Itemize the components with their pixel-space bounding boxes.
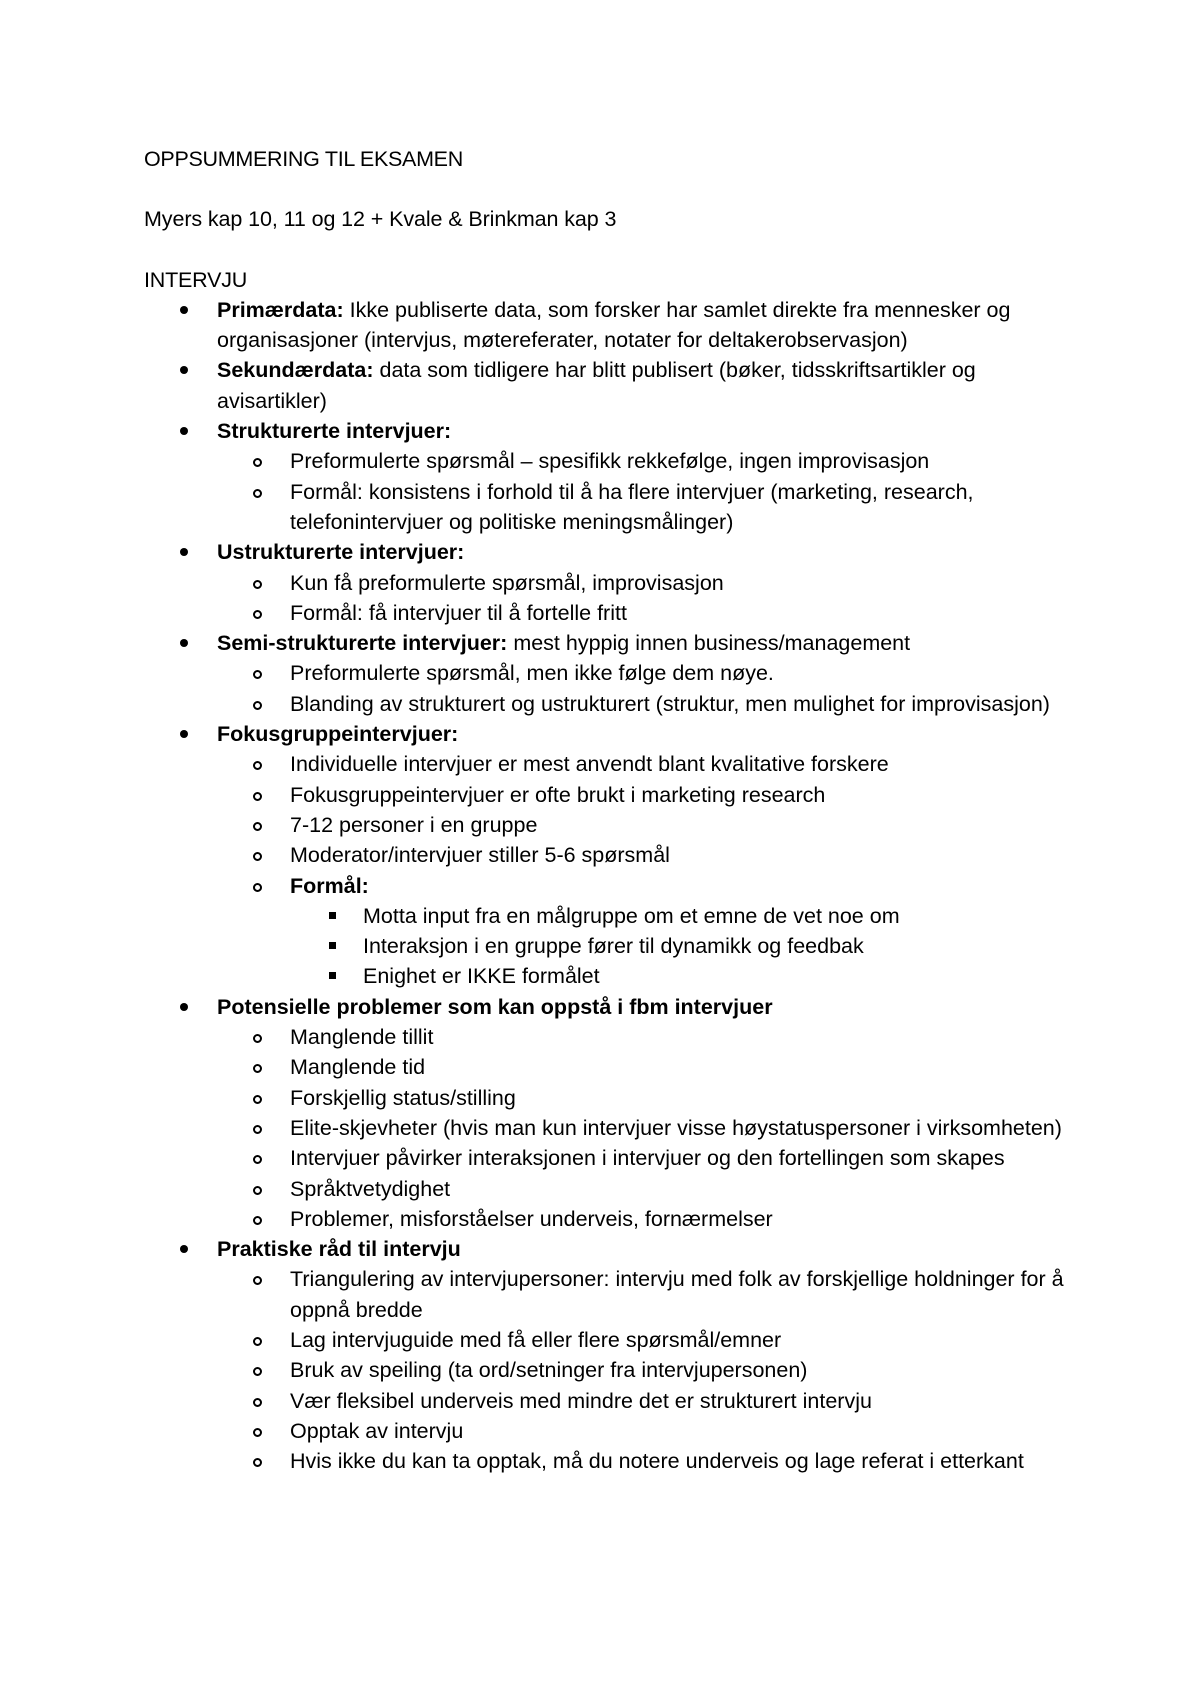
list-item-problemer [144,992,1064,1234]
list-item-ustrukturerte [144,537,1064,628]
document-title: OPPSUMMERING TIL EKSAMEN [144,147,463,171]
sub-item: Elite-skjevheter (hvis man kun intervjuer visse høystatuspersoner i virksomheten) [217,1113,1064,1143]
sub-list [217,749,1064,991]
sub-item: Blanding av strukturert og ustrukturert (struktur, men mulighet for improvisasjon) [217,689,1064,719]
sub-item: Lag intervjuguide med få eller flere spørsmål/emner [217,1325,1064,1355]
item-term: Sekundærdata: [217,358,374,383]
sub-item: Bruk av speiling (ta ord/setninger fra intervjupersonen) [217,1355,1064,1385]
item-term: Praktiske råd til intervju [217,1237,461,1262]
sub-item: Formål: konsistens i forhold til å ha flere intervjuer (marketing, research, telefonintervjuer og politiske meningsmålinger) [217,477,1064,538]
item-term: Primærdata: [217,297,344,322]
item-term: Ustrukturerte intervjuer: [217,540,465,565]
item-term: Semi-strukturerte intervjuer: [217,631,508,656]
sub-item: Fokusgruppeintervjuer er ofte brukt i marketing research [217,780,1064,810]
item-term: Strukturerte intervjuer: [217,419,452,444]
sub-item: Triangulering av intervjupersoner: intervju med folk av forskjellige holdninger for å oppnå bredde [217,1264,1064,1325]
purpose-label: Formål: [290,873,369,898]
sub-item: Hvis ikke du kan ta opptak, må du notere underveis og lage referat i etterkant [217,1446,1064,1476]
sub-item: Forskjellig status/stilling [217,1083,1064,1113]
sub-item: Moderator/intervjuer stiller 5-6 spørsmål [217,840,1064,870]
list-item-praktiske-rad [144,1234,1064,1476]
item-text: Ikke publiserte data, som forsker har samlet direkte fra mennesker og organisasjoner (intervjus, møtereferater, notater for deltakerobservasjon) [217,297,1011,353]
item-term: Potensielle problemer som kan oppstå i fbm intervjuer [217,994,773,1019]
sub-list [217,568,1064,629]
sub-item: 7-12 personer i en gruppe [217,810,1064,840]
list-item-fokusgruppe [144,719,1064,992]
sub-item: Formål: få intervjuer til å fortelle fritt [217,598,1064,628]
sub-sub-item: Motta input fra en målgruppe om et emne de vet noe om [290,901,1064,931]
sub-item-purpose [217,871,1064,992]
sub-item: Preformulerte spørsmål – spesifikk rekkefølge, ingen improvisasjon [217,446,1064,476]
sub-sub-item: Enighet er IKKE formålet [290,961,1064,991]
sub-item: Individuelle intervjuer er mest anvendt blant kvalitative forskere [217,749,1064,779]
sub-list [217,1022,1064,1234]
sub-sub-item: Interaksjon i en gruppe fører til dynamikk og feedbak [290,931,1064,961]
sub-item: Vær fleksibel underveis med mindre det er strukturert intervju [217,1386,1064,1416]
item-term: Fokusgruppeintervjuer: [217,722,459,747]
document-content [144,144,1064,1476]
list-item-strukturerte [144,416,1064,537]
sub-list [217,658,1064,719]
document-subtitle: Myers kap 10, 11 og 12 + Kvale & Brinkman kap 3 [144,207,617,232]
section-title: INTERVJU [144,267,248,292]
sub-sub-list [290,901,1064,992]
list-item-primaerdata [144,295,1064,356]
sub-item: Opptak av intervju [217,1416,1064,1446]
sub-item: Manglende tid [217,1052,1064,1082]
item-text: data som tidligere har blitt publisert (bøker, tidsskriftsartikler og avisartikler) [217,358,976,413]
sub-item: Preformulerte spørsmål, men ikke følge dem nøye. [217,658,1064,688]
sub-item: Kun få preformulerte spørsmål, improvisasjon [217,568,1064,598]
sub-item: Språktvetydighet [217,1174,1064,1204]
list-item-sekundaerdata [144,355,1064,416]
list-item-semi-strukturerte [144,628,1064,719]
sub-item: Manglende tillit [217,1022,1064,1052]
sub-list [217,1264,1064,1476]
topic-list [144,295,1064,1477]
sub-item: Problemer, misforståelser underveis, fornærmelser [217,1204,1064,1234]
item-text: mest hyppig innen business/management [507,631,911,656]
sub-list [217,446,1064,537]
sub-item: Intervjuer påvirker interaksjonen i intervjuer og den fortellingen som skapes [217,1143,1064,1173]
